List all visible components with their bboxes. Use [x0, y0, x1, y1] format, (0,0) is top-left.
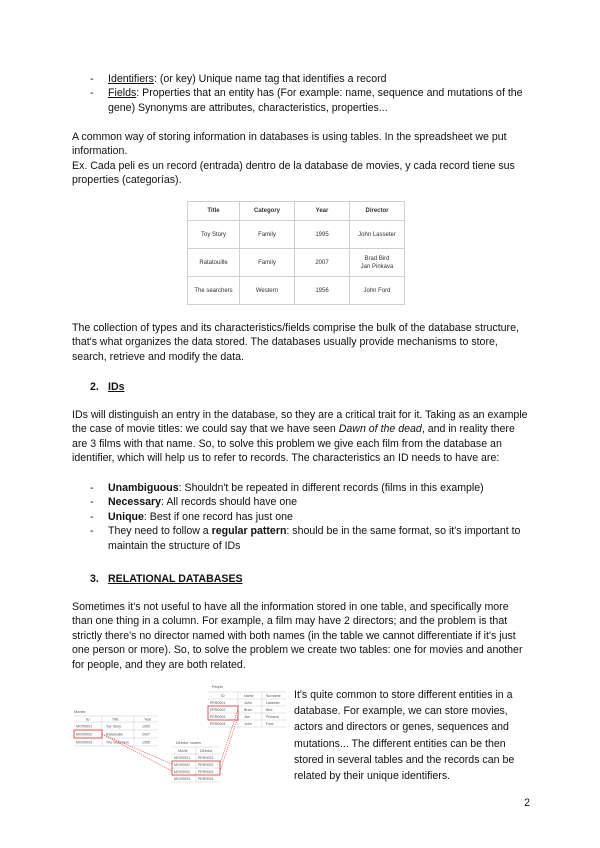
section-number: 2.	[90, 381, 99, 393]
movies-mini-title: Movies	[74, 710, 86, 714]
table-header: Category	[240, 202, 295, 221]
movies-mini-table	[74, 710, 158, 746]
people-cell: Bird	[266, 708, 273, 712]
people-cell: Ford	[266, 722, 274, 726]
people-cell: PER0003	[210, 715, 226, 719]
table-row	[188, 277, 405, 305]
people-cell: John	[244, 722, 252, 726]
table-cell: John Ford	[350, 277, 405, 305]
link-cell: MOV0002	[174, 770, 191, 774]
people-cell: PER0002	[210, 708, 226, 712]
link-header: Movie	[178, 749, 188, 753]
movies-mini-header: Title	[112, 717, 119, 722]
people-header-surname: Surname	[266, 694, 281, 698]
link-cell: MOV0001	[174, 756, 191, 760]
term-fields: Fields	[108, 87, 137, 100]
ids-paragraph-text-a: IDs will distinguish an entry in the database, so they are a critical trait for it. Taking as an example the case of movie titles: we could say that we have seen	[72, 409, 528, 436]
movies-mini-cell: Ratatouille	[106, 732, 123, 737]
list-item-text: They need to follow a	[108, 525, 212, 538]
intro-list	[72, 72, 532, 115]
movies-mini-cell: Toy Story	[106, 724, 121, 729]
list-item-term: Unique	[108, 510, 144, 523]
ids-list	[72, 481, 532, 553]
ids-paragraph-italic: Dawn of the dead	[338, 423, 422, 436]
list-item	[72, 524, 532, 553]
page-number: 2	[524, 797, 530, 809]
relation-line	[102, 734, 172, 771]
people-header-id: ID	[221, 694, 225, 698]
list-item	[72, 481, 532, 495]
table-cell: Family	[240, 249, 295, 277]
table-header-row	[188, 202, 405, 221]
ids-paragraph	[72, 408, 532, 466]
link-cell: MOV0003	[174, 777, 191, 781]
section-title: IDs	[108, 381, 125, 393]
table-cell: 1956	[295, 277, 350, 305]
list-item-term: regular pattern	[211, 525, 287, 538]
relational-diagram	[72, 683, 286, 793]
list-item-identifiers	[72, 72, 532, 86]
link-cell: PER0002	[198, 763, 214, 767]
ids-paragraph-text-b: , and in reality there are 3 films with that name. So, to solve this problem we give each film from the database an identifier, which will help us to refer to records. The characteristics an ID needs to have are:	[72, 423, 515, 465]
link-cell: PER0004	[198, 777, 214, 781]
link-header: Director	[200, 749, 213, 753]
movies-mini-cell: MOV0003	[76, 740, 93, 745]
movies-mini-cell: MOV0002	[76, 732, 93, 737]
relational-side-text: It's quite common to store different entities in a database. For example, we can store movies, actors and directors or genes, sequences and mutations... The different entities can be then stored in several tables and the records can be related by their unique identifiers.	[294, 689, 515, 783]
tables-paragraph-line1: A common way of storing information in databases is using tables. In the spreadsheet we put information.	[72, 131, 507, 158]
table-cell: Toy Story	[188, 221, 240, 249]
link-table-title: Director movies	[176, 741, 201, 745]
tables-paragraph	[72, 130, 532, 188]
list-item-fields	[72, 86, 532, 115]
people-cell: Jan	[244, 715, 250, 719]
table-cell: John Lasseter	[350, 221, 405, 249]
relational-paragraph: Sometimes it's not useful to have all the information stored in one table, and specifically more than one thing in a column. For example, a film may have 2 directors; and the problem is that strictly there's no director named with both names (in the table we cannot differentiate if it's just one person or more). So, to solve the problem we create two tables: one for movies and another for people, and they are both related.	[72, 601, 523, 671]
table-row	[188, 221, 405, 249]
term-identifiers: Identifiers	[108, 73, 154, 85]
definition-identifiers: : (or key) Unique name tag that identifies a record	[153, 73, 387, 85]
table-header: Year	[295, 202, 350, 221]
table-header: Director	[350, 202, 405, 221]
people-table	[208, 685, 286, 727]
table-header: Title	[188, 202, 240, 221]
section-number: 3.	[90, 573, 99, 585]
link-cell: PER0003	[198, 770, 214, 774]
list-item-term: Necessary	[108, 496, 162, 509]
list-item-text: : Best if one record has just one	[143, 510, 293, 523]
list-item-text: : Shouldn't be repeated in different records (films in this example)	[178, 482, 484, 494]
movies-mini-cell: 1995	[142, 724, 150, 729]
people-cell: PER0004	[210, 722, 226, 726]
people-cell: John	[244, 701, 252, 705]
movies-mini-cell: The searchers	[106, 740, 129, 745]
section-title: RELATIONAL DATABASES	[108, 573, 243, 585]
people-cell: Pinkava	[266, 715, 279, 719]
movies-mini-header: ID	[86, 717, 90, 722]
director-movies-table	[172, 741, 220, 782]
movies-mini-header: Year	[144, 717, 152, 722]
movies-mini-cell: MOV0001	[76, 724, 93, 729]
section-heading-ids	[90, 380, 125, 394]
list-item-term: Unambiguous	[108, 482, 179, 494]
people-cell: PER0001	[210, 701, 226, 705]
table-row	[188, 249, 405, 277]
list-item	[72, 510, 532, 524]
list-item-text: : should be in the same format, so it's important to maintain the structure of IDs	[108, 525, 521, 552]
table-cell: Ratatouille	[188, 249, 240, 277]
table-cell: Brad Bird Jan Pinkava	[350, 249, 405, 277]
section-heading-relational	[90, 572, 243, 586]
table-cell: The searchers	[188, 277, 240, 305]
collection-paragraph: The collection of types and its characteristics/fields comprise the bulk of the database structure, that's what organizes the data stored. The databases usually provide mechanisms to store, search, retrieve and modify the data.	[72, 322, 519, 363]
movies-mini-cell: 2007	[142, 732, 150, 737]
movies-mini-cell: 1956	[142, 740, 150, 745]
tables-paragraph-line2: Ex. Cada peli es un record (entrada) dentro de la database de movies, y cada record tiene sus properties (categorías).	[72, 159, 515, 187]
people-cell: Lasseter	[266, 701, 280, 705]
movies-table	[187, 201, 405, 305]
relation-line	[102, 734, 172, 764]
link-cell: PER0001	[198, 756, 214, 760]
list-item	[72, 495, 532, 509]
link-cell: MOV0002	[174, 763, 191, 767]
people-cell: Brad	[244, 708, 252, 712]
table-cell: Family	[240, 221, 295, 249]
list-item-text: : All records should have one	[161, 496, 298, 509]
table-cell: 2007	[295, 249, 350, 277]
people-header-name: Name	[244, 694, 254, 698]
definition-fields: : Properties that an entity has (For example: name, sequence and mutations of the gene) Synonyms are attributes, characteristics, properties...	[108, 87, 523, 114]
table-cell: 1995	[295, 221, 350, 249]
table-cell: Western	[240, 277, 295, 305]
people-table-title: People	[212, 685, 224, 689]
